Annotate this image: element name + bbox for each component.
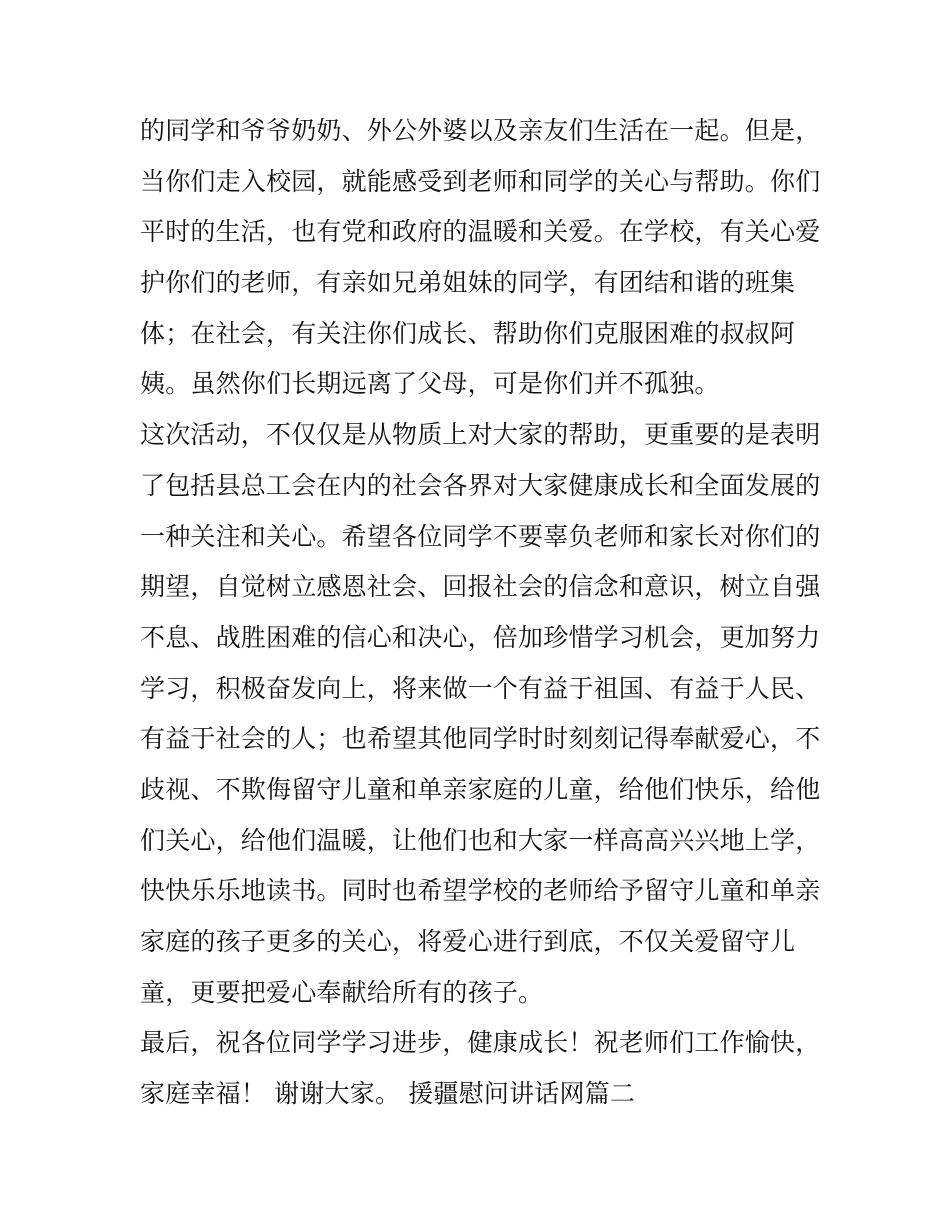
text-line-10: 期望，自觉树立感恩社会、回报社会的信念和意识，树立自强	[140, 572, 821, 602]
text-line-12: 学习，积极奋发向上，将来做一个有益于祖国、有益于人民、	[140, 673, 821, 703]
text-line-3: 平时的生活，也有党和政府的温暖和关爱。在学校，有关心爱	[140, 217, 821, 247]
text-line-19: 最后，祝各位同学学习进步，健康成长！祝老师们工作愉快，	[140, 1028, 821, 1058]
text-line-1: 的同学和爷爷奶奶、外公外婆以及亲友们生活在一起。但是，	[140, 116, 821, 145]
text-line-16: 快快乐乐地读书。同时也希望学校的老师给予留守儿童和单亲	[140, 876, 821, 906]
text-line-14: 歧视、不欺侮留守儿童和单亲家庭的儿童，给他们快乐，给他	[140, 774, 821, 804]
document-body	[140, 106, 820, 1120]
text-line-2: 当你们走入校园，就能感受到老师和同学的关心与帮助。你们	[140, 166, 821, 196]
text-line-15: 们关心，给他们温暖，让他们也和大家一样高高兴兴地上学，	[140, 825, 821, 855]
text-line-9: 一种关注和关心。希望各位同学不要辜负老师和家长对你们的	[140, 521, 821, 551]
text-line-7: 这次活动，不仅仅是从物质上对大家的帮助，更重要的是表明	[140, 420, 821, 450]
text-line-8: 了包括县总工会在内的社会各界对大家健康成长和全面发展的	[140, 470, 821, 500]
text-line-4: 护你们的老师，有亲如兄弟姐妹的同学，有团结和谐的班集	[140, 268, 796, 298]
text-line-6: 姨。虽然你们长期远离了父母，可是你们并不孤独。	[140, 369, 720, 399]
text-line-11: 不息、战胜困难的信心和决心，倍加珍惜学习机会，更加努力	[140, 622, 821, 652]
text-line-17: 家庭的孩子更多的关心，将爱心进行到底，不仅关爱留守儿	[140, 927, 796, 956]
text-line-5: 体；在社会，有关注你们成长、帮助你们克服困难的叔叔阿	[140, 318, 796, 348]
text-line-13: 有益于社会的人；也希望其他同学时时刻刻记得奉献爱心，不	[140, 724, 821, 754]
text-line-20: 家庭幸福！ 谢谢大家。 援疆慰问讲话网篇二	[140, 1079, 636, 1109]
text-line-18: 童，更要把爱心奉献给所有的孩子。	[140, 977, 544, 1007]
